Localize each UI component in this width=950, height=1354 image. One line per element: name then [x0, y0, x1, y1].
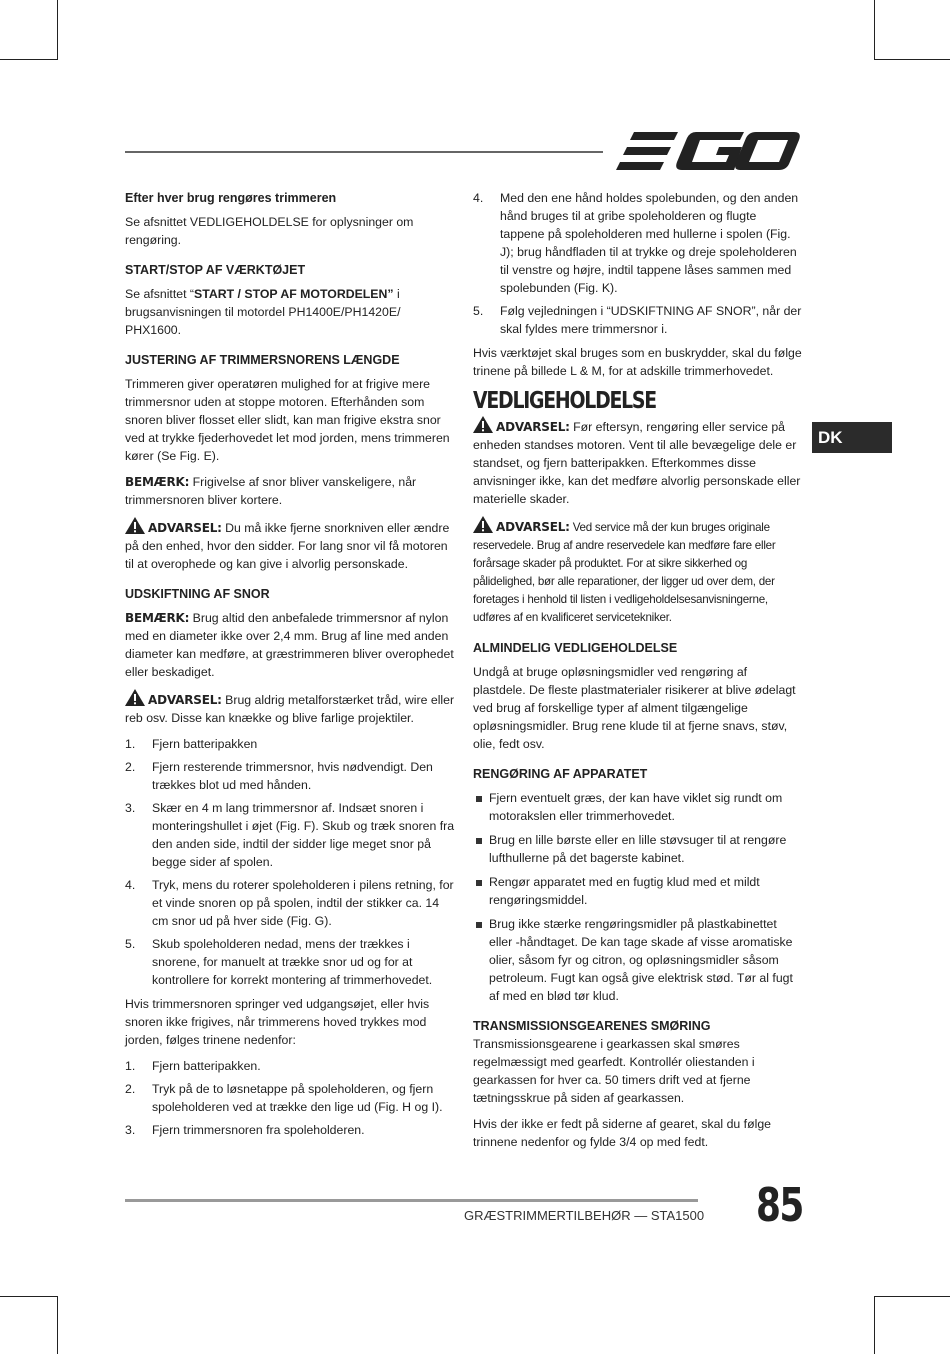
warning: ADVARSEL: Før eftersyn, rengøring eller service på enheden standses motoren. Vent til alle bevægelige dele er standset, og fjern batteripakken. Efterkommes disse anvisninger ikke, kan det medføre alvorlig personskade eller materielle skader. [473, 416, 803, 508]
crop-mark [57, 1296, 58, 1354]
paragraph: Se afsnittet VEDLIGEHOLDELSE for oplysninger om rengøring. [125, 215, 414, 247]
warning: ADVARSEL: Ved service må der kun bruges originale reservedele. Brug af andre reservedele kan medføre fare eller forårsage skader på produktet. For at sikre sikkerhed og pålidelighed, bør alle reparationer, der ligger ud over dem, der foretages i henhold til listen i vedligeholdelsesanvisningerne, udføres af en kvalificeret servicetekniker. [473, 516, 803, 627]
right-column [473, 189, 803, 1159]
header-rule [125, 151, 603, 153]
note-label: BEMÆRK: [125, 611, 190, 625]
warning-label: ADVARSEL: [496, 520, 570, 534]
list-item: 5. Følg vejledningen i “UDSKIFTNING AF SNOR”, når der skal fyldes mere trimmersnor i. [473, 304, 802, 336]
step-list [125, 1057, 455, 1139]
ego-logo [616, 130, 800, 172]
list-item: 3. Skær en 4 m lang trimmersnor af. Indsæt snoren i monteringshullet i øjet (Fig. F). Skub og træk snoren fra den anden side, indtil der sidder lige meget snor på begge sider af spolen. [125, 801, 455, 869]
language-tab: DK [812, 422, 892, 453]
note: BEMÆRK: Brug altid den anbefalede trimmersnor af nylon med en diameter ikke over 2,4 mm. Brug af line med anden diameter kan medføre, at græstrimmeren bliver overophedet eller beskadiget. [125, 611, 454, 679]
warning-label: ADVARSEL: [148, 693, 222, 707]
warning: ADVARSEL: Du må ikke fjerne snorkniven eller ændre på den enhed, hvor den sidder. For lang snor vil få motoren til at overophede og kan give i alvorlig personskade. [125, 517, 455, 573]
warning-icon [473, 516, 493, 533]
paragraph: Undgå at bruge opløsningsmidler ved rengøring af plastdele. De fleste plastmaterialer risikerer at blive ødelagt ved brug af forskellige typer af alment tilgængelige opløsningsmidler. Brug rene klude til at fjerne snavs, støv, olie, fedt osv. [473, 665, 796, 751]
heading-line-adjust: JUSTERING AF TRIMMERSNORENS LÆNGDE [125, 353, 400, 367]
heading-after-use: Efter hver brug rengøres trimmeren [125, 191, 337, 205]
footer-title: GRÆSTRIMMERTILBEHØR — STA1500 [464, 1208, 705, 1223]
heading-replace-line: UDSKIFTNING AF SNOR [125, 587, 270, 601]
list-item: Rengør apparatet med en fugtig klud med et mildt rengøringsmiddel. [473, 873, 803, 909]
paragraph: Hvis der ikke er fedt på siderne af gearet, skal du følge trinnene nedenfor og fylde 3/4 op med fedt. [473, 1117, 772, 1149]
heading-start-stop: START/STOP AF VÆRKTØJET [125, 263, 306, 277]
paragraph: Trimmeren giver operatøren mulighed for at frigive mere trimmersnor uden at stoppe motoren. Efterhånden som snoren bliver flosset eller slidt, kan man frigive ekstra snor ved at trykke fjederhovedet let mod jorden, mens trimmeren kører (Se Fig. E). [125, 377, 450, 463]
paragraph: Hvis trimmersnoren springer ved udgangsøjet, eller hvis snoren ikke frigives, når trimmerens hoved trykkes mod jorden, følges trinene nedenfor: [125, 997, 430, 1047]
list-item: 4. Tryk, mens du roterer spoleholderen i pilens retning, for et vinde snoren op på spolen, indtil der stikker ca. 14 cm snor ud på hver side (Fig. G). [125, 878, 454, 928]
crop-mark [57, 0, 58, 60]
bullet-square-icon [476, 796, 482, 802]
crop-mark [874, 59, 950, 60]
section-title: VEDLIGEHOLDELSE [473, 388, 656, 414]
left-column [125, 189, 455, 1145]
warning-label: ADVARSEL: [496, 420, 570, 434]
list-item: Fjern eventuelt græs, der kan have viklet sig rundt om motorakslen eller trimmerhovedet. [473, 789, 803, 825]
bullet-square-icon [476, 922, 482, 928]
warning: ADVARSEL: Brug aldrig metalforstærket tråd, wire eller reb osv. Disse kan knække og blive farlige projektiler. [125, 689, 455, 727]
list-item: 1. Fjern batteripakken. [125, 1059, 261, 1073]
list-item: 1. Fjern batteripakken [125, 737, 258, 751]
list-item: Brug en lille børste eller en lille støvsuger til at rengøre lufthullerne på det bagerste kabinet. [473, 831, 803, 867]
crop-mark [874, 0, 875, 60]
paragraph: Se afsnittet “START / STOP AF MOTORDELEN” i brugsanvisningen til motordel PH1400E/PH1420E/ PHX1600. [125, 287, 401, 337]
bullet-list [473, 789, 803, 1005]
heading-transmission: TRANSMISSIONSGEARENES SMØRING [473, 1019, 711, 1033]
crop-mark [874, 1296, 875, 1354]
crop-mark [874, 1296, 950, 1297]
note: BEMÆRK: Frigivelse af snor bliver vanskeligere, når trimmersnoren bliver kortere. [125, 475, 417, 507]
heading-general-maintenance: ALMINDELIG VEDLIGEHOLDELSE [473, 641, 678, 655]
crop-mark [0, 1296, 58, 1297]
warning-icon [473, 416, 493, 433]
page-number: 85 [756, 1178, 803, 1232]
warning-icon [125, 517, 145, 534]
warning-label: ADVARSEL: [148, 521, 222, 535]
warning-icon [125, 689, 145, 706]
note-label: BEMÆRK: [125, 475, 190, 489]
list-item: 4. Med den ene hånd holdes spolebunden, og den anden hånd bruges til at gribe spoleholderen og flugte tappene på spoleholderen med hullerne i spolen (Fig. J); brug håndfladen til at trykke og dreje spoleholderen til venstre og højre, indtil tappene låses sammen med spolebunden (Fig. K). [473, 191, 799, 295]
step-list [125, 735, 455, 989]
list-item: Brug ikke stærke rengøringsmidler på plastkabinettet eller -håndtaget. De kan tage skade af visse aromatiske olier, såsom fyr og citron, og opløsningsmidler såsom petroleum. Fugt kan også give elektrisk stød. Tør al fugt af med en blød tør klud. [473, 915, 803, 1005]
step-list [473, 189, 803, 338]
footer-rule [125, 1199, 698, 1202]
bullet-square-icon [476, 880, 482, 886]
bullet-square-icon [476, 838, 482, 844]
heading-cleaning: RENGØRING AF APPARATET [473, 767, 648, 781]
list-item: 5. Skub spoleholderen nedad, mens der trækkes i snorene, for manuelt at trække snor ud og for at kontrollere for korrekt montering af trimmerhovedet. [125, 937, 433, 987]
paragraph: Transmissionsgearene i gearkassen skal smøres regelmæssigt med gearfedt. Kontrollér oliestanden i gearkassen for hver ca. 50 timers drift ved at fjerne tætningsskrue på siden af gearkassen. [473, 1037, 755, 1105]
crop-mark [0, 59, 58, 60]
list-item: 2. Tryk på de to løsnetappe på spoleholderen, og fjern spoleholderen ved at trække den lige ud (Fig. H og I). [125, 1082, 443, 1114]
paragraph: Hvis værktøjet skal bruges som en buskrydder, skal du følge trinene på billede L & M, for at adskille trimmerhovedet. [473, 346, 802, 378]
list-item: 2. Fjern resterende trimmersnor, hvis nødvendigt. Den trækkes blot ud med hånden. [125, 760, 433, 792]
list-item: 3. Fjern trimmersnoren fra spoleholderen. [125, 1123, 365, 1137]
